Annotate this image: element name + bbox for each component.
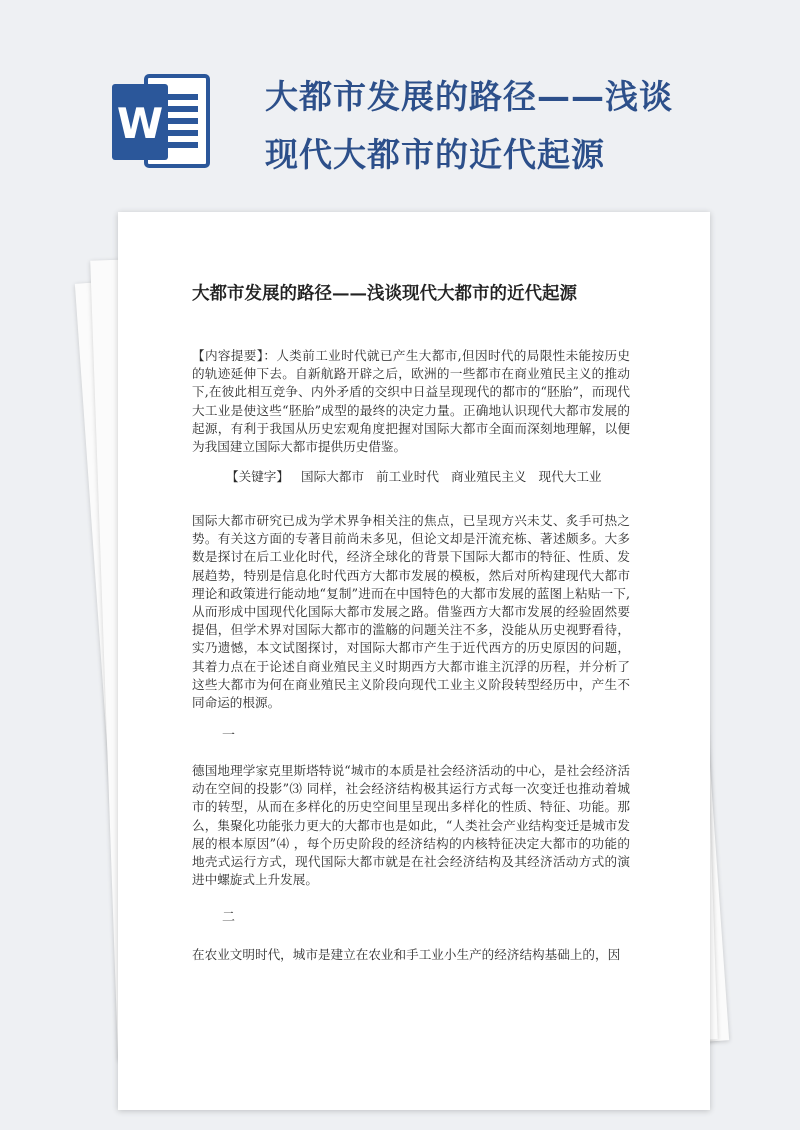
abstract-paragraph: 【内容提要】：人类前工业时代就已产生大都市,但因时代的局限性未能按历史的轨迹延伸下去。自新航路开辟之后，欧洲的一些都市在商业殖民主义的推动下,在彼此相互竞争、内外矛盾的交织中日益呈现现代的都市的“胚胎”，而现代大工业是使这些“胚胎”成型的最终的决定力量。正确地认识现代大都市发展的起源，有利于我国从历史宏观角度把握对国际大都市全面而深刻地理解，以便为我国建立国际大都市提供历史借鉴。: [192, 348, 630, 455]
word-document-icon: [112, 72, 222, 172]
header-title: 大都市发展的路径——浅谈现代大都市的近代起源: [265, 77, 673, 174]
keyword: 国际大都市: [300, 469, 364, 484]
section-heading: 二: [222, 910, 236, 925]
document-page: [118, 212, 710, 1110]
body-paragraph: 国际大都市研究已成为学术界争相关注的焦点，已呈现方兴未艾、炙手可热之势。有关这方面的专著目前尚未多见，但论文却是汗流充栋、著述颇多。大多数是探讨在后工业化时代，经济全球化的背景下国际大都市的特征、性质、发展趋势，特别是信息化时代西方大都市发展的模板，然后对所构建现代大都市理论和政策进行能动地“复制”进而在中国特色的大都市发展的蓝图上粘贴一下,从而形成中国现代化国际大都市发展之路。借鉴西方大都市发展的经验固然要提倡，但学术界对国际大都市的滥觞的问题关注不多，没能从历史视野看待，实乃遗憾，本文试图探讨，对国际大都市产生于近代西方的历史原因的问题，其着力点在于论述自商业殖民主义时期西方大都市谁主沉浮的历程，并分析了这些大都市为何在商业殖民主义阶段向现代工业主义阶段转型经历中，产生不同命运的根源。: [192, 513, 630, 711]
keywords-label: 【关键字】: [226, 469, 289, 484]
body-paragraph: 德国地理学家克里斯塔特说“城市的本质是社会经济活动的中心，是社会经济活动在空间的投影”⑶ 同样，社会经济结构极其运行方式每一次变迁也推动着城市的转型，从而在多样化的历史空间里呈现出多样化的性质、特征、功能。那么，集聚化功能张力更大的大都市也是如此，“人类社会产业结构变迁是城市发展的根本原因”⑷ ，每个历史阶段的经济结构的内核特征决定大都市的功能的地壳式运行方式，现代国际大都市就是在社会经济结构及其经济活动方式的演进中螺旋式上升发展。: [192, 763, 630, 888]
section-heading: 一: [222, 728, 236, 743]
body-paragraph: 在农业文明时代，城市是建立在农业和手工业小生产的经济结构基础上的，因: [192, 947, 621, 962]
keyword: 前工业时代: [375, 469, 439, 484]
keyword: 商业殖民主义: [450, 469, 527, 484]
word-icon-letter: W: [116, 99, 164, 148]
keywords-line: [226, 468, 646, 486]
keyword: 现代大工业: [538, 469, 602, 484]
document-title: 大都市发展的路径——浅谈现代大都市的近代起源: [192, 284, 577, 304]
